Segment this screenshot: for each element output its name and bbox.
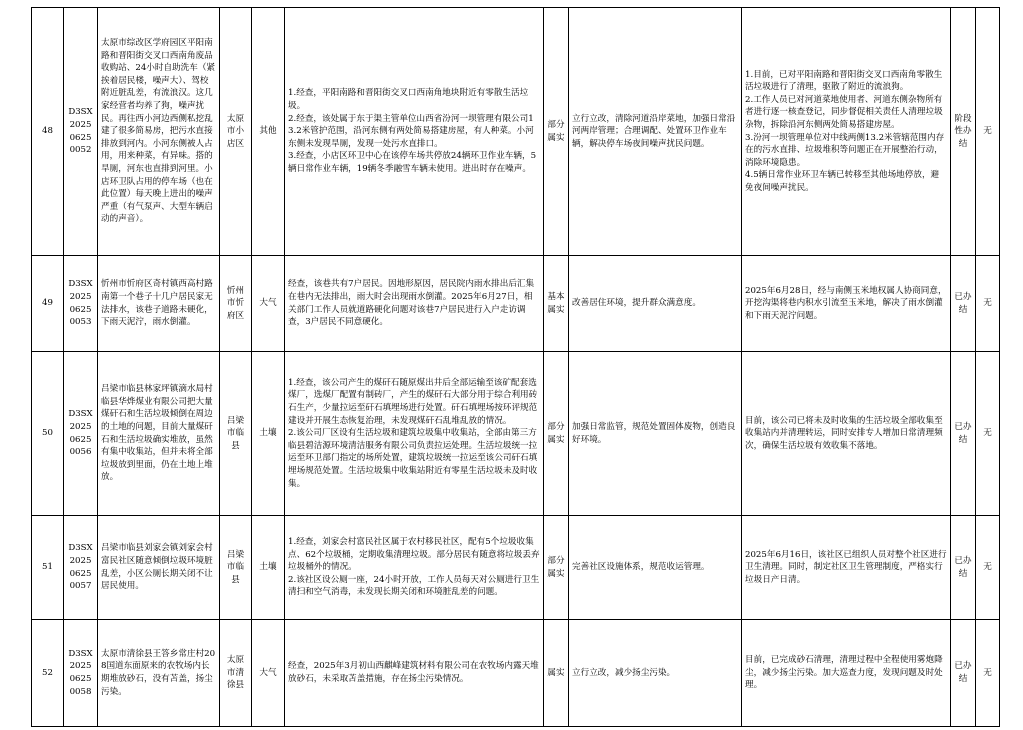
verdict: 基本属实: [544, 256, 569, 352]
region: 太原市清徐县: [220, 620, 252, 727]
region: 太原市小店区: [220, 8, 252, 256]
completion-status: 已办结: [951, 620, 976, 727]
accountability: 无: [976, 516, 1000, 620]
rectification-progress: 1.目前，已对平阳南路和晋阳街交叉口西南角零散生活垃圾进行了清理，驱散了附近的流浪狗。 2.工作人员已对河道菜地使用者、河道东侧杂物所有者进行逐一核查登记，同步督促相关责任人清理垃圾杂物，拆除沿河东侧两处简易搭建房屋。 3.汾河一坝管理单位对中线两侧13.2米管辖范围内存在的污水直排、垃圾堆积等问题正在开展整治行动，消除环境隐患。 4.5辆日常作业环卫车辆已转移至其他场地停放，避免夜间噪声扰民。: [742, 8, 951, 256]
investigation-finding: 经查，2025年3月初山西麒峰建筑材料有限公司在农牧场内露天堆放砂石，未采取苫盖措施，存在扬尘污染情况。: [285, 620, 544, 727]
row-number: 51: [32, 516, 64, 620]
table-body: [32, 8, 1000, 727]
pollution-type: 土壤: [252, 516, 285, 620]
table-row: [32, 352, 1000, 516]
investigation-finding: 1.经查，该公司产生的煤矸石随原煤出井后全部运输至该矿配套选煤厂，选煤厂配置有制砖厂，产生的煤矸石大部分用于综合利用砖石生产，少量拉运至矸石填埋场进行处置。矸石填埋场按环评规范建设并开展生态恢复治理，未发现煤矸石乱堆乱放的情况。 2.该公司厂区设有生活垃圾和建筑垃圾集中收集站，全部由第三方临县碧洁源环境清洁服务有限公司负责拉运处理。生活垃圾统一拉运至环卫部门指定的场所处置，建筑垃圾统一拉运至该公司矸石填埋场规范处置。生活垃圾集中收集站附近有零星生活垃圾未及时收集。: [285, 352, 544, 516]
complaint-content: 忻州市忻府区奇村镇西高村路南第一个巷子十几户居民家无法排水，该巷子道路未硬化，下雨天泥泞，雨水倒灌。: [98, 256, 220, 352]
verdict: 部分属实: [544, 352, 569, 516]
rectification-measures: 立行立改，清除河道沿岸菜地，加强日常沿河两岸管理；合理调配、处置环卫作业车辆，解决停车场夜间噪声扰民问题。: [569, 8, 742, 256]
region: 忻州市忻府区: [220, 256, 252, 352]
rectification-progress: 目前，已完成砂石清理，清理过程中全程使用雾炮降尘，减少扬尘污染。加大巡查力度，发现问题及时处理。: [742, 620, 951, 727]
rectification-measures: 加强日常监管，规范处置固体废物，创造良好环境。: [569, 352, 742, 516]
accountability: 无: [976, 256, 1000, 352]
accountability: 无: [976, 352, 1000, 516]
table-row: [32, 8, 1000, 256]
rectification-progress: 2025年6月28日，经与南侧玉米地权属人协商同意，开挖沟渠将巷内积水引流至玉米地，解决了雨水倒灌和下雨天泥泞问题。: [742, 256, 951, 352]
table-row: [32, 256, 1000, 352]
row-number: 48: [32, 8, 64, 256]
complaint-table: [31, 7, 1000, 727]
verdict: 部分属实: [544, 516, 569, 620]
completion-status: 阶段性办结: [951, 8, 976, 256]
completion-status: 已办结: [951, 516, 976, 620]
pollution-type: 其他: [252, 8, 285, 256]
rectification-measures: 完善社区设施体系，规范收运管理。: [569, 516, 742, 620]
investigation-finding: 1.经查，平阳南路和晋阳街交叉口西南角地块附近有零散生活垃圾。 2.经查，该处属于东于渠主管单位山西省汾河一坝管理有限公司13.2米管护范围，沿河东侧有两处简易搭建房屋，有人种菜。小河东侧未发现旱厕，发现一处污水直排口。 3.经查，小店区环卫中心在该停车场共停放24辆环卫作业车辆，5辆日常作业车辆，19辆冬季融雪车辆未使用。进出时存在噪声。: [285, 8, 544, 256]
table-row: [32, 620, 1000, 727]
case-code: D3SX202506250057: [64, 516, 98, 620]
row-number: 50: [32, 352, 64, 516]
case-code: D3SX202506250056: [64, 352, 98, 516]
rectification-measures: 立行立改，减少扬尘污染。: [569, 620, 742, 727]
row-number: 52: [32, 620, 64, 727]
pollution-type: 大气: [252, 256, 285, 352]
investigation-finding: 1.经查，刘家会村富民社区属于农村移民社区，配有5个垃圾收集点、62个垃圾桶，定期收集清理垃圾。部分居民有随意将垃圾丢弃垃圾桶外的情况。 2.该社区设公厕一座，24小时开放，工作人员每天对公厕进行卫生清扫和空气消毒，未发现长期关闭和环境脏乱差的问题。: [285, 516, 544, 620]
complaint-content: 吕梁市临县林家坪镇滴水局村临县华烨煤业有限公司把大量煤矸石和生活垃圾倾倒在周边的土地的问题，目前大量煤矸石和生活垃圾确实堆放，虽然有集中收集站，但并未将全部垃圾放到里面，仍在土地上堆放。: [98, 352, 220, 516]
accountability: 无: [976, 620, 1000, 727]
region: 吕梁市临县: [220, 516, 252, 620]
verdict: 部分属实: [544, 8, 569, 256]
rectification-progress: 目前，该公司已将未及时收集的生活垃圾全部收集至收集站内并清理转运，同时安排专人增加日常清理频次，确保生活垃圾有效收集不落地。: [742, 352, 951, 516]
table-row: [32, 516, 1000, 620]
case-code: D3SX202506250053: [64, 256, 98, 352]
rectification-measures: 改善居住环境，提升群众满意度。: [569, 256, 742, 352]
rectification-progress: 2025年6月16日，该社区已组织人员对整个社区进行卫生清理。同时，制定社区卫生管理制度，严格实行垃圾日产日清。: [742, 516, 951, 620]
investigation-finding: 经查，该巷共有7户居民。因地形原因，居民院内雨水排出后汇集在巷内无法排出，雨大时会出现雨水倒灌。2025年6月27日，相关部门工作人员就道路硬化问题对该巷7户居民进行入户走访调查，3户居民不同意硬化。: [285, 256, 544, 352]
pollution-type: 大气: [252, 620, 285, 727]
case-code: D3SX202506250052: [64, 8, 98, 256]
accountability: 无: [976, 8, 1000, 256]
complaint-content: 吕梁市临县刘家会镇刘家会村富民社区随意倾倒垃圾环境脏乱差，小区公厕长期关闭不让居民使用。: [98, 516, 220, 620]
verdict: 属实: [544, 620, 569, 727]
pollution-type: 土壤: [252, 352, 285, 516]
region: 吕梁市临县: [220, 352, 252, 516]
completion-status: 已办结: [951, 256, 976, 352]
complaint-content: 太原市清徐县王答乡常庄村208国道东面原来的农牧场内长期堆放砂石，没有苫盖，扬尘污染。: [98, 620, 220, 727]
complaint-content: 太原市综改区学府园区平阳南路和晋阳街交叉口西南角废品收购站、24小时自助洗车（紧挨着居民楼，噪声大）、驾校附近脏乱差，有流浪汉。这几家经营者均养了狗，噪声扰民。再往西小河边西侧私挖乱建了很多简易房，把污水直接排放到河内。小河东侧被人占用，用来种菜，有异味。搭的旱厕，河东也直排到河里。小店环卫队占用的停车场（也在此位置）每天晚上进出的噪声严重（有气泵声、大型车辆启动的声音）。: [98, 8, 220, 256]
row-number: 49: [32, 256, 64, 352]
completion-status: 已办结: [951, 352, 976, 516]
case-code: D3SX202506250058: [64, 620, 98, 727]
